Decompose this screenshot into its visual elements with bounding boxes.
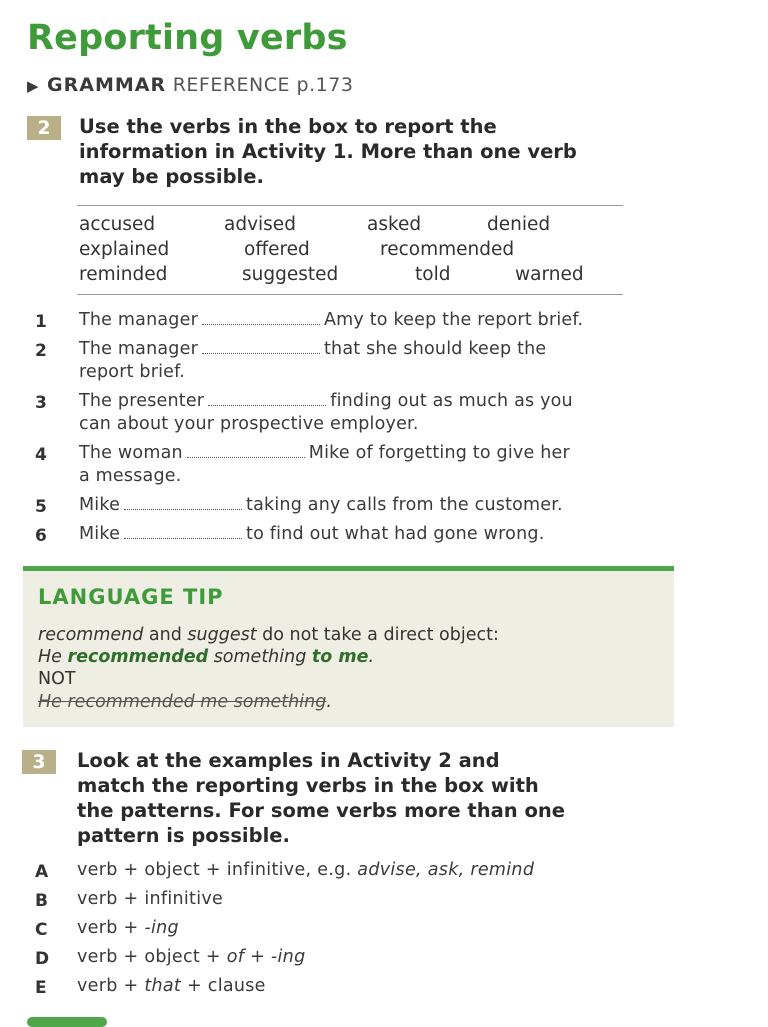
word-offered: offered (244, 239, 310, 260)
sentence-number: 2 (35, 341, 47, 361)
word-asked: asked (367, 214, 422, 235)
word-denied: denied (487, 214, 551, 235)
sentence-text: The presenter (79, 391, 205, 411)
word-advised: advised (224, 214, 296, 235)
instruction-line: pattern is possible. (77, 824, 290, 847)
pattern-text: verb + (77, 918, 145, 938)
grammar-reference[interactable] (27, 74, 353, 96)
sentence-line (79, 391, 573, 411)
sentence-number: 4 (35, 445, 47, 465)
pattern-text: verb + infinitive (77, 889, 224, 909)
sentence-text: The woman (79, 443, 183, 463)
pattern-text: + clause (181, 976, 266, 996)
pattern-letter: C (35, 920, 48, 940)
sentence-text: Mike (79, 495, 121, 515)
answer-blank[interactable] (208, 391, 326, 406)
word-suggested: suggested (242, 264, 339, 285)
sentence-number: 6 (35, 526, 47, 546)
pattern-letter: E (35, 978, 47, 998)
sentence-continuation: a message. (79, 466, 182, 486)
tip-wrong-example (38, 692, 332, 712)
pattern-text: verb + object + (77, 947, 227, 967)
activity-2-instruction (79, 114, 699, 189)
answer-blank[interactable] (124, 495, 242, 510)
next-section-bar (27, 1017, 107, 1027)
pattern-text: verb + (77, 976, 145, 996)
word-recommended: recommended (380, 239, 515, 260)
tip-text: do not take a direct object: (256, 625, 499, 645)
language-tip-box (23, 566, 674, 727)
pattern-text: verb + object + infinitive, e.g. (77, 860, 358, 880)
play-arrow-icon: ▶ (27, 77, 40, 95)
grammar-reference-page: REFERENCE p.173 (172, 74, 354, 96)
sentence-number: 3 (35, 393, 47, 413)
tip-not: NOT (38, 669, 76, 689)
instruction-line: Look at the examples in Activity 2 and (77, 749, 500, 772)
pattern-letter: D (35, 949, 50, 969)
activity-2-number-badge: 2 (27, 116, 61, 140)
pattern-letter: B (35, 891, 48, 911)
instruction-line: the patterns. For some verbs more than one (77, 799, 565, 822)
answer-blank[interactable] (187, 443, 305, 458)
pattern-example: advise, ask, remind (357, 860, 535, 880)
sentence-text: The manager (79, 310, 198, 330)
sentence-text: Mike (79, 524, 121, 544)
pattern-line (77, 918, 179, 938)
tip-line (38, 625, 499, 645)
sentence-text: Mike of forgetting to give her (308, 443, 570, 463)
answer-blank[interactable] (202, 310, 320, 325)
pattern-text: + (244, 947, 271, 967)
word-accused: accused (79, 214, 156, 235)
tip-word: recommend (38, 625, 144, 645)
sentence-continuation: report brief. (79, 362, 185, 382)
tip-text: something (208, 647, 312, 667)
sentence-line (79, 443, 570, 463)
activity-3-instruction (77, 748, 697, 848)
sentence-text: that she should keep the (323, 339, 547, 359)
sentence-text: finding out as much as you (330, 391, 573, 411)
pattern-letter: A (35, 862, 49, 882)
language-tip-title: LANGUAGE TIP (38, 585, 224, 609)
pattern-italic: that (144, 976, 182, 996)
sentence-text: taking any calls from the customer. (246, 495, 563, 515)
tip-emphasis: recommended (67, 647, 209, 667)
tip-struck-text: He recommended me something (38, 692, 327, 712)
answer-blank[interactable] (202, 339, 320, 354)
sentence-text: The manager (79, 339, 198, 359)
sentence-line (79, 310, 583, 330)
tip-example (38, 647, 374, 667)
word-told: told (415, 264, 451, 285)
sentence-text: to find out what had gone wrong. (246, 524, 545, 544)
tip-text: . (326, 692, 332, 712)
tip-text: He (38, 647, 68, 667)
pattern-italic: of (226, 947, 245, 967)
pattern-line (77, 860, 534, 880)
word-reminded: reminded (79, 264, 168, 285)
instruction-line: Use the verbs in the box to report the (79, 115, 497, 138)
page-title: Reporting verbs (27, 18, 348, 58)
activity-3-number-badge: 3 (22, 750, 56, 774)
pattern-italic: -ing (144, 918, 179, 938)
instruction-line: match the reporting verbs in the box with (77, 774, 539, 797)
sentence-number: 1 (35, 312, 47, 332)
pattern-line (77, 889, 223, 909)
sentence-continuation: can about your prospective employer. (79, 414, 419, 434)
sentence-number: 5 (35, 497, 47, 517)
grammar-label: GRAMMAR (47, 74, 167, 96)
pattern-line (77, 976, 266, 996)
sentence-line (79, 524, 544, 544)
tip-text: . (368, 647, 375, 667)
word-warned: warned (515, 264, 584, 285)
answer-blank[interactable] (124, 524, 242, 539)
sentence-line (79, 495, 563, 515)
sentence-line (79, 339, 546, 359)
pattern-line (77, 947, 305, 967)
tip-word: suggest (187, 625, 257, 645)
tip-emphasis: to me (311, 647, 369, 667)
tip-text: and (143, 625, 188, 645)
instruction-line: may be possible. (79, 165, 264, 188)
sentence-text: Amy to keep the report brief. (323, 310, 584, 330)
pattern-italic: -ing (270, 947, 306, 967)
instruction-line: information in Activity 1. More than one verb (79, 140, 577, 163)
word-explained: explained (79, 239, 170, 260)
verb-word-box (77, 205, 623, 295)
